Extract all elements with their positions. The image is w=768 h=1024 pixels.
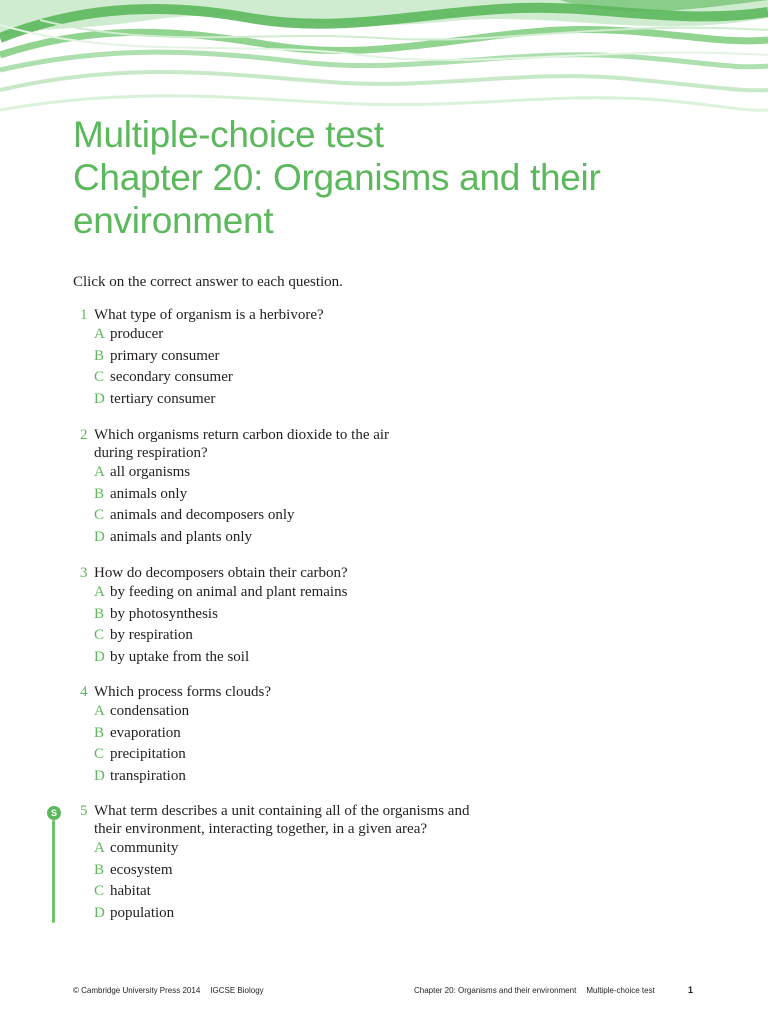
question-text: Which process forms clouds?: [94, 684, 272, 700]
option-letter: A: [94, 326, 105, 342]
option-text: ecosystem: [110, 861, 173, 878]
answer-option-3a[interactable]: [80, 582, 540, 604]
question-3: [80, 564, 540, 669]
option-text: animals only: [110, 485, 188, 502]
question-1-stem: [80, 306, 540, 324]
answer-option-4b[interactable]: [80, 723, 540, 745]
footer-test: Multiple-choice test: [586, 986, 655, 995]
answer-option-4a[interactable]: [80, 701, 540, 723]
question-text-line-2: during respiration?: [94, 445, 208, 461]
footer-center: [414, 986, 655, 995]
footer-chapter: Chapter 20: Organisms and their environment: [414, 986, 577, 995]
option-text: population: [110, 905, 175, 922]
question-number: 5: [80, 803, 88, 819]
answer-option-5b[interactable]: [80, 860, 560, 882]
option-text: primary consumer: [110, 347, 220, 364]
answer-option-5c[interactable]: [80, 881, 560, 903]
answer-option-1b[interactable]: [80, 346, 540, 368]
footer-copyright: © Cambridge University Press 2014: [73, 986, 201, 995]
question-text-line-1: What term describes a unit containing all of the organisms and: [94, 803, 470, 819]
option-letter: A: [94, 584, 105, 600]
option-text: precipitation: [110, 746, 186, 763]
option-letter: D: [94, 529, 105, 546]
option-text: by photosynthesis: [110, 605, 218, 622]
supplement-badge-icon: S: [47, 806, 61, 820]
option-text: animals and decomposers only: [110, 507, 295, 524]
option-letter: D: [94, 768, 105, 785]
answer-option-3d[interactable]: [80, 647, 540, 669]
footer-left: [73, 986, 264, 995]
option-text: condensation: [110, 703, 190, 719]
option-letter: D: [94, 649, 105, 666]
answer-option-2b[interactable]: [80, 484, 540, 506]
title-line-1: Multiple-choice test: [73, 114, 384, 155]
option-text: producer: [110, 326, 164, 342]
option-letter: B: [94, 605, 105, 622]
option-letter: D: [94, 391, 105, 408]
answer-option-2a[interactable]: [80, 462, 540, 484]
option-letter: C: [94, 883, 105, 900]
question-1: [80, 306, 540, 411]
question-number: 4: [80, 684, 88, 700]
answer-option-3b[interactable]: [80, 604, 540, 626]
answer-option-5a[interactable]: [80, 838, 560, 860]
supplement-marker-bar: [52, 820, 55, 923]
option-letter: C: [94, 507, 105, 524]
title-line-3: environment: [73, 200, 274, 241]
footer-course: IGCSE Biology: [210, 986, 264, 995]
option-letter: B: [94, 861, 105, 878]
answer-option-5d[interactable]: [80, 903, 560, 925]
question-4: [80, 683, 540, 788]
option-text: animals and plants only: [110, 529, 253, 546]
question-number: 1: [80, 307, 88, 323]
question-5: [80, 802, 560, 925]
option-letter: A: [94, 840, 105, 856]
option-text: all organisms: [110, 464, 191, 480]
question-text: What type of organism is a herbivore?: [94, 307, 324, 323]
answer-option-1c[interactable]: [80, 367, 540, 389]
instruction-text: Click on the correct answer to each question.: [73, 274, 343, 290]
option-letter: B: [94, 724, 105, 741]
answer-option-2c[interactable]: [80, 505, 540, 527]
option-text: evaporation: [110, 724, 181, 741]
option-text: habitat: [110, 883, 151, 900]
question-2: [80, 426, 540, 549]
option-letter: A: [94, 464, 105, 480]
option-text: by uptake from the soil: [110, 649, 250, 666]
option-text: transpiration: [110, 768, 186, 785]
option-text: by respiration: [110, 627, 193, 644]
question-number: 2: [80, 427, 88, 443]
option-letter: B: [94, 347, 105, 364]
option-text: tertiary consumer: [110, 391, 216, 408]
answer-option-1d[interactable]: [80, 389, 540, 411]
question-4-stem: [80, 683, 540, 701]
question-2-stem: [80, 426, 540, 462]
page-title: [73, 113, 600, 242]
option-letter: B: [94, 485, 105, 502]
question-text: How do decomposers obtain their carbon?: [94, 565, 348, 581]
option-text: secondary consumer: [110, 369, 233, 386]
question-number: 3: [80, 565, 88, 581]
option-letter: C: [94, 369, 105, 386]
question-5-stem: [80, 802, 560, 838]
answer-option-1a[interactable]: [80, 324, 540, 346]
answer-option-4c[interactable]: [80, 744, 540, 766]
answer-option-3c[interactable]: [80, 625, 540, 647]
option-letter: C: [94, 746, 105, 763]
page-number: 1: [688, 985, 694, 995]
question-text-line-1: Which organisms return carbon dioxide to the air: [94, 427, 390, 443]
answer-option-2d[interactable]: [80, 527, 540, 549]
question-text-line-2: their environment, interacting together, in a given area?: [94, 821, 428, 837]
answer-option-4d[interactable]: [80, 766, 540, 788]
option-letter: A: [94, 703, 105, 719]
option-letter: C: [94, 627, 105, 644]
option-text: by feeding on animal and plant remains: [110, 584, 348, 600]
question-3-stem: [80, 564, 540, 582]
option-letter: D: [94, 905, 105, 922]
option-text: community: [110, 840, 179, 856]
title-line-2: Chapter 20: Organisms and their: [73, 157, 601, 198]
